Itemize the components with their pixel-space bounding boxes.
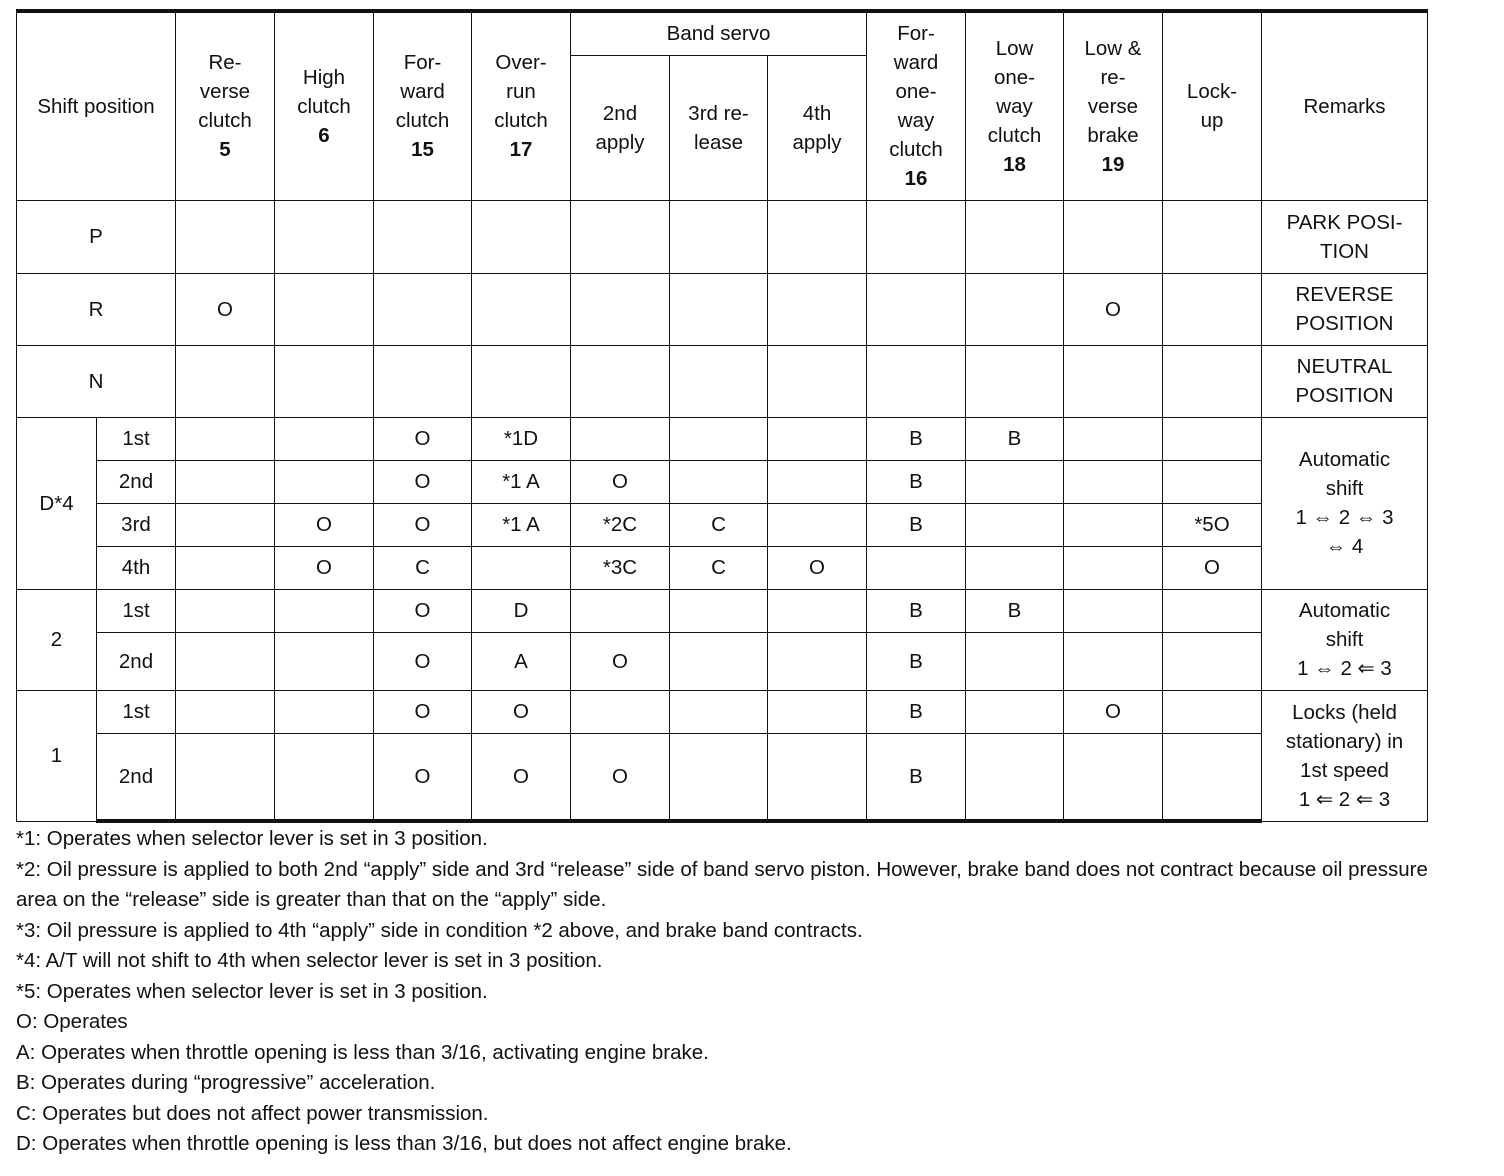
cell-4th-apply bbox=[768, 417, 867, 460]
part-number: 18 bbox=[1003, 152, 1026, 176]
legend-item: D: Operates when throttle opening is less than 3/16, but does not affect engine brake. bbox=[16, 1132, 792, 1155]
cell-3rd-release bbox=[670, 345, 768, 417]
cell-overrun-clutch: D bbox=[472, 589, 571, 632]
cell-low-oneway bbox=[966, 632, 1064, 690]
gear-label: 4th bbox=[97, 546, 176, 589]
cell-3rd-release: C bbox=[670, 546, 768, 589]
footnotes bbox=[16, 824, 1456, 1160]
cell-forward-oneway bbox=[867, 273, 966, 345]
header-lockup: Lock- up bbox=[1163, 11, 1262, 200]
cell-high-clutch bbox=[275, 690, 374, 733]
cell-forward-oneway: B bbox=[867, 503, 966, 546]
cell-reverse-clutch bbox=[176, 546, 275, 589]
table-row bbox=[17, 503, 1428, 546]
cell-2nd-apply bbox=[571, 273, 670, 345]
cell-lockup bbox=[1163, 733, 1262, 821]
cell-3rd-release bbox=[670, 273, 768, 345]
table-row bbox=[17, 546, 1428, 589]
cell-low-oneway bbox=[966, 733, 1064, 821]
shift-position-d: D*4 bbox=[17, 417, 97, 589]
footnote: *2: Oil pressure is applied to both 2nd “apply” side and 3rd “release” side of band servo piston. However, brake band does not contract because oil pressure area on the “release” side is greater than that on the “apply” side. bbox=[16, 857, 1428, 911]
cell-forward-oneway: B bbox=[867, 460, 966, 503]
cell-low-reverse-brake bbox=[1064, 733, 1163, 821]
cell-forward-oneway bbox=[867, 546, 966, 589]
footnote: *3: Oil pressure is applied to 4th “apply” side in condition *2 above, and brake band contracts. bbox=[16, 918, 863, 942]
cell-low-reverse-brake: O bbox=[1064, 273, 1163, 345]
header-reverse-clutch: Re- verse clutch 5 bbox=[176, 11, 275, 200]
cell-low-reverse-brake bbox=[1064, 589, 1163, 632]
part-number: 19 bbox=[1101, 152, 1125, 176]
cell-forward-oneway: B bbox=[867, 733, 966, 821]
cell-forward-clutch bbox=[374, 273, 472, 345]
gear-label: 1st bbox=[97, 417, 176, 460]
cell-lockup bbox=[1163, 690, 1262, 733]
cell-forward-clutch: O bbox=[374, 589, 472, 632]
cell-forward-clutch: O bbox=[374, 503, 472, 546]
cell-low-oneway bbox=[966, 460, 1064, 503]
cell-high-clutch bbox=[275, 589, 374, 632]
cell-3rd-release bbox=[670, 632, 768, 690]
cell-2nd-apply: O bbox=[571, 460, 670, 503]
cell-forward-clutch: O bbox=[374, 632, 472, 690]
cell-2nd-apply bbox=[571, 589, 670, 632]
cell-low-oneway: B bbox=[966, 417, 1064, 460]
cell-2nd-apply bbox=[571, 690, 670, 733]
header-low-reverse-brake: Low & re- verse brake 19 bbox=[1064, 11, 1163, 200]
table-row bbox=[17, 733, 1428, 821]
part-number: 17 bbox=[509, 138, 533, 162]
remarks-1: Locks (held stationary) in 1st speed 1 ⇐ 2 ⇐ 3 bbox=[1262, 690, 1428, 821]
cell-2nd-apply: O bbox=[571, 632, 670, 690]
cell-forward-oneway: B bbox=[867, 632, 966, 690]
cell-3rd-release: C bbox=[670, 503, 768, 546]
legend-item: C: Operates but does not affect power transmission. bbox=[16, 1101, 489, 1125]
cell-high-clutch: O bbox=[275, 546, 374, 589]
shift-schedule-table bbox=[16, 9, 1428, 823]
table-row bbox=[17, 589, 1428, 632]
cell-overrun-clutch: *1 A bbox=[472, 503, 571, 546]
header-3rd-release: 3rd re- lease bbox=[670, 55, 768, 200]
cell-forward-oneway: B bbox=[867, 417, 966, 460]
table-row bbox=[17, 200, 1428, 273]
cell-4th-apply bbox=[768, 460, 867, 503]
cell-forward-clutch: O bbox=[374, 690, 472, 733]
gear-label: 2nd bbox=[97, 460, 176, 503]
cell-4th-apply: O bbox=[768, 546, 867, 589]
cell-high-clutch bbox=[275, 632, 374, 690]
cell-low-oneway bbox=[966, 690, 1064, 733]
cell-overrun-clutch: O bbox=[472, 690, 571, 733]
part-number: 16 bbox=[904, 167, 928, 191]
cell-4th-apply bbox=[768, 589, 867, 632]
gear-label: 2nd bbox=[97, 733, 176, 821]
remarks-2: Automatic shift 1 ⇔ 2 ⇐ 3 bbox=[1262, 589, 1428, 690]
cell-forward-oneway bbox=[867, 345, 966, 417]
header-remarks: Remarks bbox=[1262, 11, 1428, 200]
gear-label: 1st bbox=[97, 690, 176, 733]
header-low-oneway-clutch: Low one- way clutch 18 bbox=[966, 11, 1064, 200]
cell-overrun-clutch: O bbox=[472, 733, 571, 821]
cell-high-clutch bbox=[275, 200, 374, 273]
cell-lockup bbox=[1163, 460, 1262, 503]
cell-2nd-apply: *3C bbox=[571, 546, 670, 589]
part-number: 15 bbox=[411, 138, 434, 162]
cell-low-reverse-brake bbox=[1064, 460, 1163, 503]
cell-overrun-clutch: *1 A bbox=[472, 460, 571, 503]
header-overrun-clutch: Over- run clutch 17 bbox=[472, 11, 571, 200]
shift-position-p: P bbox=[17, 200, 176, 273]
cell-4th-apply bbox=[768, 733, 867, 821]
cell-3rd-release bbox=[670, 417, 768, 460]
cell-2nd-apply: O bbox=[571, 733, 670, 821]
cell-lockup bbox=[1163, 345, 1262, 417]
legend-item: O: Operates bbox=[16, 1010, 128, 1033]
cell-low-oneway bbox=[966, 503, 1064, 546]
gear-label: 1st bbox=[97, 589, 176, 632]
cell-overrun-clutch bbox=[472, 345, 571, 417]
cell-low-oneway bbox=[966, 345, 1064, 417]
cell-low-oneway: B bbox=[966, 589, 1064, 632]
cell-2nd-apply: *2C bbox=[571, 503, 670, 546]
cell-forward-oneway: B bbox=[867, 589, 966, 632]
cell-forward-clutch: O bbox=[374, 733, 472, 821]
cell-4th-apply bbox=[768, 273, 867, 345]
header-4th-apply: 4th apply bbox=[768, 55, 867, 200]
part-number: 5 bbox=[219, 138, 231, 162]
cell-reverse-clutch: O bbox=[176, 273, 275, 345]
header-row bbox=[17, 11, 1428, 55]
table-row bbox=[17, 345, 1428, 417]
cell-reverse-clutch bbox=[176, 417, 275, 460]
cell-reverse-clutch bbox=[176, 733, 275, 821]
cell-low-reverse-brake bbox=[1064, 345, 1163, 417]
shift-position-1: 1 bbox=[17, 690, 97, 821]
cell-3rd-release bbox=[670, 733, 768, 821]
cell-forward-clutch: C bbox=[374, 546, 472, 589]
remarks-p: PARK POSI- TION bbox=[1262, 200, 1428, 273]
cell-overrun-clutch: A bbox=[472, 632, 571, 690]
cell-forward-clutch: O bbox=[374, 417, 472, 460]
remarks-n: NEUTRAL POSITION bbox=[1262, 345, 1428, 417]
shift-position-2: 2 bbox=[17, 589, 97, 690]
cell-4th-apply bbox=[768, 200, 867, 273]
remarks-r: REVERSE POSITION bbox=[1262, 273, 1428, 345]
cell-3rd-release bbox=[670, 589, 768, 632]
table-row bbox=[17, 273, 1428, 345]
cell-low-reverse-brake bbox=[1064, 503, 1163, 546]
header-shift-position: Shift position bbox=[17, 11, 176, 200]
cell-forward-clutch bbox=[374, 200, 472, 273]
shift-position-n: N bbox=[17, 345, 176, 417]
cell-2nd-apply bbox=[571, 200, 670, 273]
cell-low-reverse-brake bbox=[1064, 200, 1163, 273]
cell-4th-apply bbox=[768, 632, 867, 690]
remarks-d: Automatic shift 1 ⇔ 2 ⇔ 3 ⇔ 4 bbox=[1262, 417, 1428, 589]
gear-label: 2nd bbox=[97, 632, 176, 690]
cell-low-reverse-brake bbox=[1064, 417, 1163, 460]
cell-high-clutch bbox=[275, 733, 374, 821]
cell-reverse-clutch bbox=[176, 632, 275, 690]
table-row bbox=[17, 690, 1428, 733]
shift-position-r: R bbox=[17, 273, 176, 345]
cell-overrun-clutch: *1D bbox=[472, 417, 571, 460]
cell-high-clutch bbox=[275, 273, 374, 345]
part-number: 6 bbox=[318, 123, 330, 147]
cell-overrun-clutch bbox=[472, 200, 571, 273]
cell-lockup: O bbox=[1163, 546, 1262, 589]
cell-low-reverse-brake bbox=[1064, 632, 1163, 690]
cell-overrun-clutch bbox=[472, 273, 571, 345]
cell-4th-apply bbox=[768, 690, 867, 733]
header-high-clutch: High clutch 6 bbox=[275, 11, 374, 200]
cell-lockup bbox=[1163, 200, 1262, 273]
cell-high-clutch bbox=[275, 345, 374, 417]
header-2nd-apply: 2nd apply bbox=[571, 55, 670, 200]
table-row bbox=[17, 632, 1428, 690]
cell-low-oneway bbox=[966, 273, 1064, 345]
header-forward-clutch: For- ward clutch 15 bbox=[374, 11, 472, 200]
cell-low-reverse-brake bbox=[1064, 546, 1163, 589]
cell-reverse-clutch bbox=[176, 690, 275, 733]
cell-low-oneway bbox=[966, 200, 1064, 273]
legend-item: B: Operates during “progressive” acceleration. bbox=[16, 1071, 436, 1094]
cell-3rd-release bbox=[670, 460, 768, 503]
footnote: *1: Operates when selector lever is set in 3 position. bbox=[16, 827, 488, 850]
cell-low-oneway bbox=[966, 546, 1064, 589]
cell-forward-oneway: B bbox=[867, 690, 966, 733]
cell-high-clutch: O bbox=[275, 503, 374, 546]
cell-low-reverse-brake: O bbox=[1064, 690, 1163, 733]
cell-high-clutch bbox=[275, 417, 374, 460]
cell-reverse-clutch bbox=[176, 503, 275, 546]
cell-overrun-clutch bbox=[472, 546, 571, 589]
cell-3rd-release bbox=[670, 200, 768, 273]
cell-lockup bbox=[1163, 632, 1262, 690]
cell-forward-clutch bbox=[374, 345, 472, 417]
cell-reverse-clutch bbox=[176, 589, 275, 632]
cell-reverse-clutch bbox=[176, 345, 275, 417]
footnote: *4: A/T will not shift to 4th when selector lever is set in 3 position. bbox=[16, 949, 603, 972]
cell-forward-oneway bbox=[867, 200, 966, 273]
header-band-servo: Band servo bbox=[571, 11, 867, 55]
cell-high-clutch bbox=[275, 460, 374, 503]
cell-reverse-clutch bbox=[176, 460, 275, 503]
table-row bbox=[17, 417, 1428, 460]
cell-forward-clutch: O bbox=[374, 460, 472, 503]
cell-lockup bbox=[1163, 589, 1262, 632]
header-forward-oneway-clutch: For- ward one- way clutch 16 bbox=[867, 11, 966, 200]
cell-lockup: *5O bbox=[1163, 503, 1262, 546]
cell-lockup bbox=[1163, 417, 1262, 460]
legend-item: A: Operates when throttle opening is less than 3/16, activating engine brake. bbox=[16, 1040, 709, 1064]
cell-reverse-clutch bbox=[176, 200, 275, 273]
cell-2nd-apply bbox=[571, 417, 670, 460]
table-row bbox=[17, 460, 1428, 503]
cell-4th-apply bbox=[768, 503, 867, 546]
footnote: *5: Operates when selector lever is set in 3 position. bbox=[16, 979, 488, 1003]
cell-3rd-release bbox=[670, 690, 768, 733]
cell-2nd-apply bbox=[571, 345, 670, 417]
cell-4th-apply bbox=[768, 345, 867, 417]
gear-label: 3rd bbox=[97, 503, 176, 546]
cell-lockup bbox=[1163, 273, 1262, 345]
